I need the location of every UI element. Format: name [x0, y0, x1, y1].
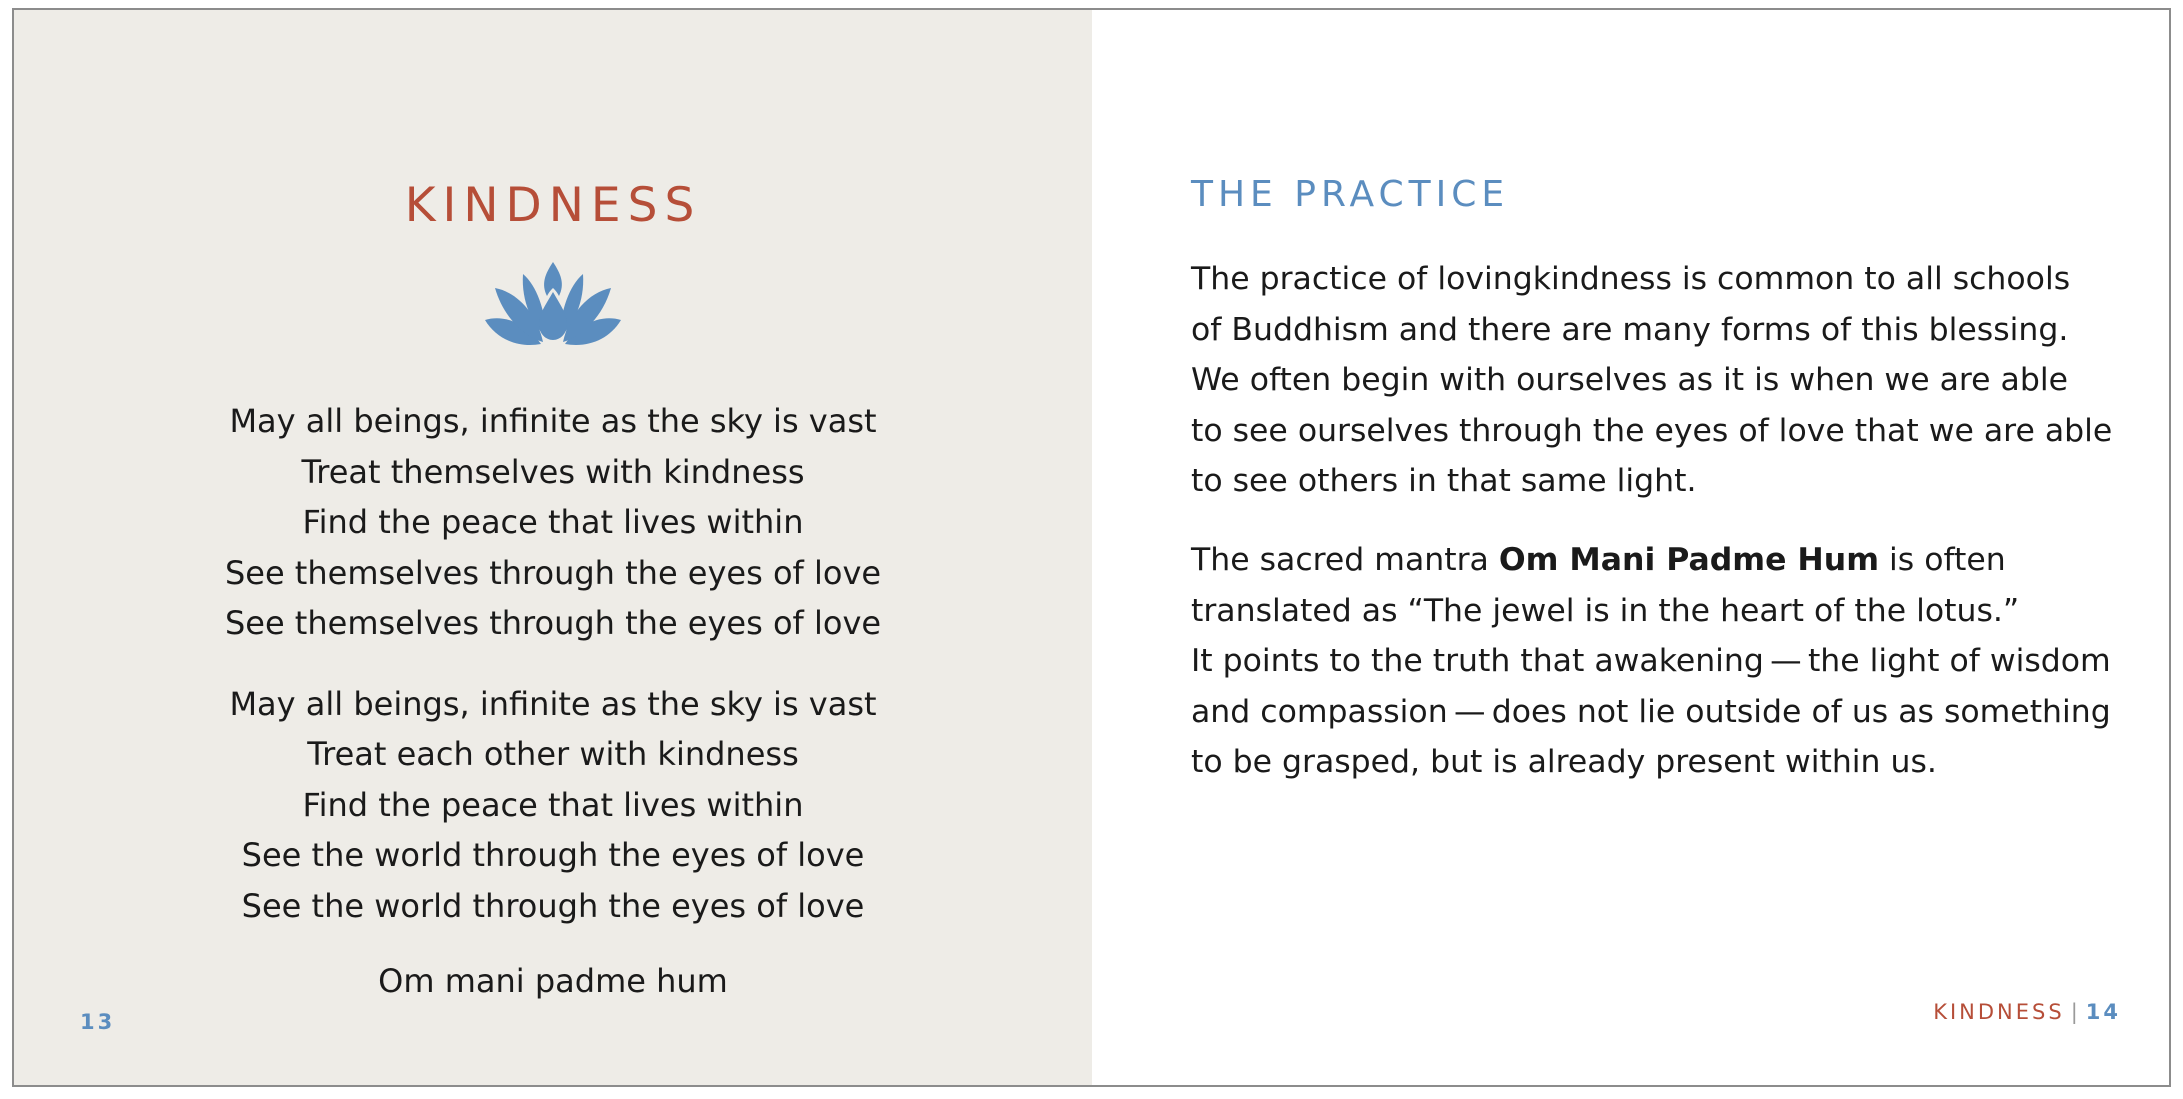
- text-line: to see others in that same light.: [1191, 463, 1697, 499]
- section-heading: THE PRACTICE: [1191, 174, 1510, 215]
- poem-line: Find the peace that lives within: [302, 785, 804, 824]
- mantra-bold: Om Mani Padme Hum: [1498, 542, 1880, 578]
- footer-separator: |: [2070, 1000, 2078, 1024]
- poem-stanza-1: [14, 396, 1092, 649]
- poem: [14, 396, 1092, 931]
- text-line: to be grasped, but is already present within us.: [1191, 744, 1937, 780]
- text-run: The sacred mantra: [1191, 542, 1499, 578]
- poem-line: Treat themselves with kindness: [301, 452, 805, 491]
- running-footer-right: [1933, 1000, 2121, 1024]
- left-page: [14, 10, 1092, 1085]
- text-line: to see ourselves through the eyes of love that we are able: [1191, 412, 2113, 449]
- poem-line: See the world through the eyes of love: [241, 886, 865, 925]
- poem-line: May all beings, infinite as the sky is vast: [229, 402, 877, 440]
- page-number-right: 14: [2085, 1000, 2121, 1024]
- poem-stanza-2: [14, 679, 1092, 932]
- poem-line: See themselves through the eyes of love: [224, 604, 882, 642]
- page-number-left: 13: [80, 1010, 116, 1034]
- page-title: KINDNESS: [404, 178, 702, 233]
- closing-mantra: Om mani padme hum: [378, 962, 728, 1000]
- poem-line: Find the peace that lives within: [302, 503, 804, 541]
- poem-line: See themselves through the eyes of love: [224, 553, 882, 592]
- text-line: and compassion — does not lie outside of us as something: [1191, 693, 2111, 730]
- text-line: We often begin with ourselves as it is when we are able: [1191, 362, 2068, 398]
- poem-line: Treat each other with kindness: [307, 735, 799, 773]
- lotus-icon: [483, 262, 623, 350]
- text-line: The practice of lovingkindness is common to all schools: [1191, 261, 2071, 297]
- text-line: translated as “The jewel is in the heart of the lotus.”: [1191, 592, 2020, 629]
- text-line: [1191, 535, 2071, 586]
- poem-line: See the world through the eyes of love: [241, 836, 865, 874]
- paragraph-1: [1191, 254, 2113, 507]
- text-line: of Buddhism and there are many forms of this blessing.: [1191, 311, 2069, 348]
- poem-line: May all beings, infinite as the sky is vast: [229, 684, 877, 723]
- paragraph-2: [1191, 535, 2111, 788]
- running-head: KINDNESS: [1933, 1000, 2065, 1024]
- text-line: It points to the truth that awakening — the light of wisdom: [1191, 643, 2111, 679]
- text-run: is often: [1879, 542, 2006, 578]
